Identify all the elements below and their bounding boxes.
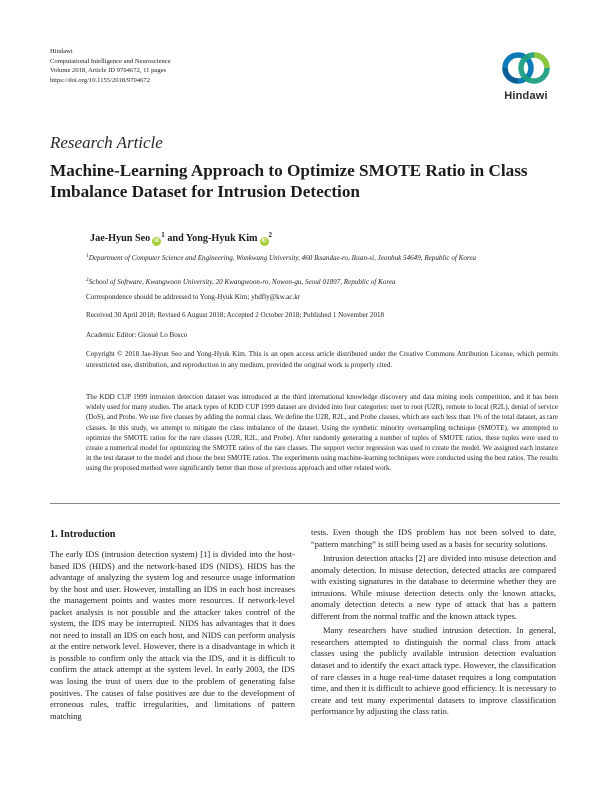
author-name[interactable]: Jae-Hyun Seo — [90, 233, 151, 244]
copyright-notice: Copyright © 2018 Jae-Hyun Seo and Yong-Hyuk Kim. This is an open access article distributed under the Creative Commons Attribution License, which permits unrestricted use, distribution, and reproduction in any medium, provided the original work is properly cited. — [86, 350, 558, 369]
body-paragraph: The early IDS (intrusion detection system) [1] is divided into the host-based IDS (HIDS) and the network-based IDS (NIDS). HIDS has the advantage of analyzing the system log and resource usage information by the host and user. However, installing an IDS in each host increases the management points and wastes more resources. If network-level packet analysis is not possible and the attacker takes control of the system, the IDS may be interrupted. NIDS has advantages that it does not need to install an IDS on each host, and NIDS can perform analysis at the entire network level. However, there is a disadvantage in which it is possible to confirm only the attack via the IDS, and it is difficult to confirm the attack attempt at the system level. In early 2003, the IDS was losing the trust of users due to the problem of generating false positives. The causes of false positives are due to the development of erroneous rules, traffic irregularities, and limitations of pattern matching — [50, 549, 295, 721]
hindawi-wordmark: Hindawi — [504, 90, 548, 102]
hindawi-rings-icon — [494, 46, 558, 90]
affiliation-text: Department of Computer Science and Engineering, Wonkwang University, 460 Iksandae-ro, Iksan-si, Jeonbuk 54649, Republic of Korea — [88, 254, 477, 262]
affiliation-text: School of Software, Kwangwoon University, 20 Kwangwoon-ro, Nowon-gu, Seoul 01897, Republic of Korea — [88, 278, 396, 286]
affiliation-number: 1 — [86, 253, 89, 259]
body-paragraph: tests. Even though the IDS problem has not been solved to date, “pattern matching” is still being used as a basis for security solutions. — [311, 527, 556, 549]
body-paragraph: Many researchers have studied intrusion detection. In general, researchers attempted to distinguish the normal class from attack classes using the publicly available intrusion detection evaluation dataset and to identify the exact attack type. However, the classification of rare classes in a huge real-time dataset requires a long computation time, and then it is difficult to achieve good efficiency. It is necessary to create and test many experimental datasets to improve classification performance by adjusting the class ratio. — [311, 625, 556, 717]
body-column-right — [311, 527, 556, 718]
body-paragraph: Intrusion detection attacks [2] are divided into misuse detection and anomaly detection. In misuse detection, detected attacks are compared with existing signatures in the database to determine whether they are intrusions. While misuse detection detects only the known attacks, anomaly detection detects a new type of attack that has a pattern different from the normal traffic and the known attack types. — [311, 553, 556, 621]
article-type: Research Article — [50, 133, 163, 152]
affiliation-number: 2 — [86, 277, 89, 283]
author-connector: and — [164, 233, 186, 244]
affiliation-marker: 2 — [268, 231, 273, 239]
orcid-icon[interactable]: iD — [261, 238, 267, 244]
affiliation-marker: 1 — [161, 231, 165, 239]
author-list — [90, 231, 272, 246]
volume-info: Volume 2018, Article ID 9704672, 11 pages — [50, 67, 167, 75]
affiliation — [86, 252, 556, 264]
hindawi-logo — [494, 46, 558, 108]
doi-link[interactable]: https://doi.org/10.1155/2018/9704672 — [50, 76, 151, 84]
orcid-icon[interactable]: iD — [154, 238, 160, 244]
section-heading: 1. Introduction — [50, 529, 116, 540]
correspondence: Correspondence should be addressed to Yong-Hyuk Kim; yhdfly@kw.ac.kr — [86, 293, 301, 301]
abstract: The KDD CUP 1999 intrusion detection dataset was introduced at the third international knowledge discovery and data mining tools competition, and it has been widely used for many studies. The attack types of KDD CUP 1999 dataset are divided into four categories: user to root (U2R), remote to local (R2L), denial of service (DoS), and Probe. We use five classes by adding the normal class. We define the U2R, R2L, and Probe classes, which are each less than 1% of the total dataset, as rare classes. In this study, we attempt to mitigate the class imbalance of the dataset. Using the synthetic minority oversampling technique (SMOTE), we attempted to optimize the SMOTE ratios for the rare classes (U2R, R2L, and Probe). After randomly generating a number of tuples of SMOTE ratios, these tuples were used to create a numerical model for optimizing the SMOTE ratios of the rare classes. The support vector regression was used to create the model. We assigned each instance in the test dataset to the model and chose the best SMOTE ratios. The experiments using machine-learning techniques were conducted using the best ratios. The results using the proposed method were significantly better than those of previous approach and other related work. — [86, 393, 558, 473]
publisher-name: Hindawi — [50, 48, 73, 55]
author-name[interactable]: Yong-Hyuk Kim — [185, 233, 258, 244]
affiliation — [86, 276, 556, 288]
publication-dates: Received 30 April 2018; Revised 6 August 2018; Accepted 2 October 2018; Published 1 November 2018 — [86, 311, 385, 319]
paper-title: Machine-Learning Approach to Optimize SMOTE Ratio in Class Imbalance Dataset for Intrusion Detection — [50, 161, 528, 201]
section-divider — [50, 503, 560, 504]
journal-name: Computational Intelligence and Neuroscience — [50, 57, 171, 65]
body-column-left — [50, 549, 295, 722]
academic-editor: Academic Editor: Giosuè Lo Bosco — [86, 331, 188, 339]
journal-header — [50, 47, 350, 85]
